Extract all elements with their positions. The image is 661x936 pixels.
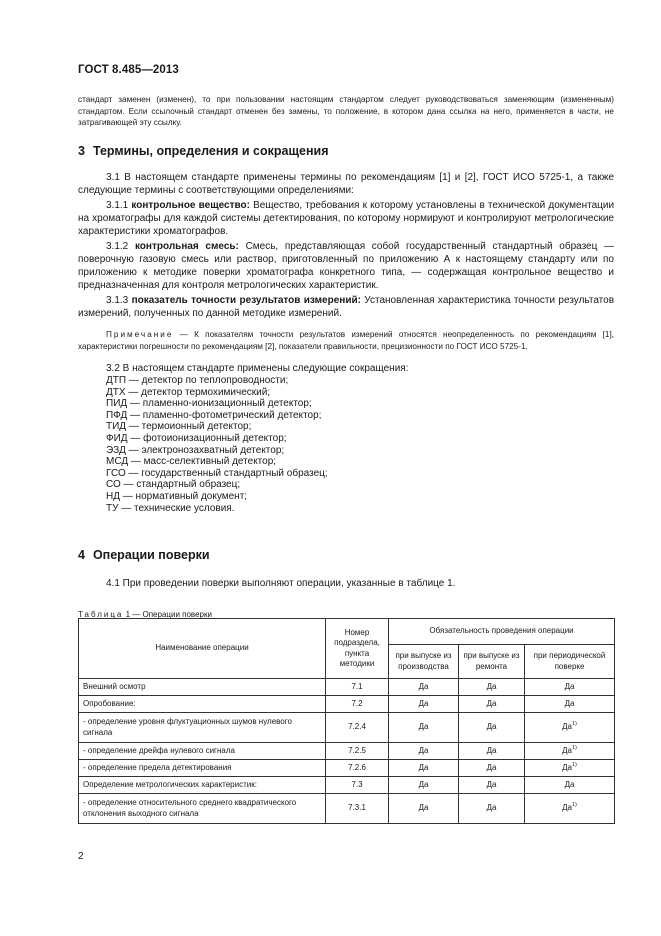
from-repair-cell (459, 743, 525, 760)
table-row (79, 777, 615, 794)
header-obligation: Обязательность проведения операции (389, 619, 615, 645)
footnote-marker: 1) (572, 802, 577, 809)
section-3-heading (78, 144, 614, 158)
from-repair-cell-text: Да (486, 779, 497, 789)
from-repair-cell-text: Да (486, 698, 497, 708)
from-production-cell-text: Да (418, 762, 429, 772)
term-3-1-3-number: 3.1.3 (106, 295, 129, 306)
header-periodic: при периодической поверке (525, 645, 615, 679)
section-number-cell-text: 7.2 (351, 698, 363, 708)
from-production-cell-text: Да (418, 698, 429, 708)
abbreviation-item: СО — стандартный образец; (106, 479, 241, 491)
abbreviation-item: ЭЗД — электронозахватный детектор; (106, 444, 285, 456)
periodic-cell (525, 777, 615, 794)
footnote-marker: 1) (572, 721, 577, 728)
from-production-cell (389, 777, 459, 794)
periodic-cell-text: Да (562, 762, 572, 772)
header-section-number: Номер подраздела, пункта методики (326, 619, 389, 679)
term-3-1-1-definition: Вещество, требования к которому установлены в технической документации на хроматографы для каждой системы детектирования, по которому нормируют и контролируют метрологические характеристики хроматографов. (78, 200, 615, 237)
from-production-cell (389, 679, 459, 696)
periodic-cell-text: Да (562, 722, 572, 732)
from-production-cell-text: Да (418, 722, 429, 732)
section-4-heading (78, 548, 614, 562)
periodic-cell (525, 743, 615, 760)
periodic-cell-text: Да (564, 779, 575, 789)
header-from-production: при выпуске из производства (389, 645, 459, 679)
intro-block (78, 94, 614, 129)
periodic-cell (525, 760, 615, 777)
note-3 (78, 329, 614, 352)
periodic-cell (525, 679, 615, 696)
table-caption-label: Таблица (78, 610, 124, 619)
operation-name-cell-text: - определение дрейфа нулевого сигнала (83, 745, 235, 755)
abbreviation-item: ТУ — технические условия. (106, 502, 235, 514)
from-repair-cell (459, 777, 525, 794)
from-production-cell (389, 696, 459, 713)
running-header: ГОСТ 8.485—2013 (78, 64, 179, 76)
operation-name-cell-text: - определение предела детектирования (83, 762, 232, 772)
from-repair-cell-text: Да (486, 745, 497, 755)
from-repair-cell-text: Да (486, 681, 497, 691)
term-3-1-2 (78, 240, 614, 292)
from-production-cell (389, 794, 459, 824)
abbreviation-item: ГСО — государственный стандартный образец; (106, 467, 328, 479)
operations-table-body (79, 679, 615, 824)
abbreviation-item: ДТП — детектор по теплопроводности; (106, 375, 289, 386)
periodic-cell-text: Да (562, 803, 572, 813)
table-row (79, 696, 615, 713)
section-3-body (78, 171, 614, 514)
page-number: 2 (78, 851, 84, 862)
from-repair-cell (459, 713, 525, 743)
abbreviation-item: ТИД — термоионный детектор; (106, 421, 252, 433)
from-repair-cell-text: Да (486, 722, 497, 732)
periodic-cell-text: Да (562, 745, 572, 755)
term-3-1-1 (78, 199, 614, 238)
from-production-cell-text: Да (418, 681, 429, 691)
operation-name-cell (79, 760, 326, 777)
from-repair-cell (459, 794, 525, 824)
from-repair-cell-text: Да (486, 803, 497, 813)
term-3-1-3-term: показатель точности результатов измерений: (131, 295, 361, 306)
section-number-cell (326, 696, 389, 713)
operation-name-cell-text: Определение метрологических характеристик: (83, 779, 257, 789)
para-3-1: 3.1 В настоящем стандарте применены термины по рекомендациям [1] и [2], ГОСТ ИСО 5725-1, а также следующие термины с соответствующими определениями: (78, 172, 614, 196)
para-4-1: 4.1 При проведении поверки выполняют операции, указанные в таблице 1. (106, 578, 456, 589)
operation-name-cell-text: - определение относительного среднего квадратического отклонения выходного сигнала (83, 798, 297, 818)
table-row (79, 743, 615, 760)
section-3-number: 3 (78, 144, 85, 158)
section-number-cell (326, 679, 389, 696)
abbreviation-item: ДТХ — детектор термохимический; (106, 386, 271, 398)
operation-name-cell (79, 696, 326, 713)
from-production-cell-text: Да (418, 745, 429, 755)
from-production-cell-text: Да (418, 779, 429, 789)
section-3-title: Термины, определения и сокращения (92, 144, 329, 158)
term-3-1-2-definition: Смесь, представляющая собой государственный стандартный образец — поверочную газовую смесь или раствор, приготовленный по приложению А к настоящему стандарту или по приложению к методике поверки хроматографа конкретного типа, — содержащая контрольное вещество и предназначенная для контроля метрологических характеристик. (78, 241, 615, 291)
section-number-cell (326, 794, 389, 824)
operation-name-cell-text: - определение уровня флуктуационных шумов нулевого сигнала (83, 717, 292, 737)
section-number-cell (326, 743, 389, 760)
periodic-cell (525, 713, 615, 743)
from-repair-cell (459, 696, 525, 713)
section-number-cell-text: 7.2.6 (348, 762, 366, 772)
from-production-cell-text: Да (418, 803, 429, 813)
table-row (79, 794, 615, 824)
periodic-cell (525, 794, 615, 824)
operation-name-cell-text: Опробование: (83, 698, 136, 708)
section-number-cell-text: 7.2.5 (348, 745, 366, 755)
footnote-marker: 1) (572, 744, 577, 751)
periodic-cell-text: Да (564, 681, 575, 691)
operation-name-cell (79, 777, 326, 794)
abbreviation-list (78, 375, 614, 514)
section-number-cell-text: 7.1 (351, 681, 363, 691)
from-repair-cell (459, 760, 525, 777)
footnote-marker: 1) (572, 761, 577, 768)
from-repair-cell-text: Да (486, 762, 497, 772)
intro-paragraph: стандарт заменен (изменен), то при пользовании настоящим стандартом следует руководствоваться заменяющим (измененным) стандартом. Если ссылочный стандарт отменен без замены, то положение, в котором дана ссылка на него, применяется в части, не затрагивающей эту ссылку. (78, 95, 614, 127)
table-row (79, 760, 615, 777)
abbreviation-item: ПФД — пламенно-фотометрический детектор; (106, 409, 322, 421)
abbreviation-item: МСД — масс-селективный детектор; (106, 456, 277, 468)
section-number-cell (326, 777, 389, 794)
para-3-2: 3.2 В настоящем стандарте применены следующие сокращения: (106, 363, 409, 374)
term-3-1-2-number: 3.1.2 (106, 241, 129, 252)
term-3-1-2-term: контрольная смесь: (134, 241, 239, 252)
periodic-cell-text: Да (564, 698, 575, 708)
operation-name-cell-text: Внешний осмотр (83, 681, 146, 691)
operation-name-cell (79, 679, 326, 696)
section-4-body (78, 577, 614, 590)
operation-name-cell (79, 794, 326, 824)
operation-name-cell (79, 743, 326, 760)
from-repair-cell (459, 679, 525, 696)
periodic-cell (525, 696, 615, 713)
section-number-cell-text: 7.2.4 (348, 722, 366, 732)
table-row (79, 713, 615, 743)
section-number-cell (326, 760, 389, 777)
from-production-cell (389, 743, 459, 760)
section-number-cell-text: 7.3 (351, 779, 363, 789)
abbreviation-item: НД — нормативный документ; (106, 490, 248, 502)
header-operation-name: Наименование операции (79, 619, 326, 679)
section-number-cell (326, 713, 389, 743)
from-production-cell (389, 760, 459, 777)
table-row (79, 679, 615, 696)
header-from-repair: при выпуске из ремонта (459, 645, 525, 679)
section-4-title: Операции поверки (92, 548, 210, 562)
term-3-1-3-definition: Установленная характеристика точности результатов измерений, полученных по данной методике измерений. (78, 295, 615, 319)
table-caption-text: 1 — Операции поверки (125, 610, 212, 619)
section-4-number: 4 (78, 548, 85, 562)
term-3-1-1-number: 3.1.1 (106, 200, 129, 211)
abbreviation-item: ФИД — фотоионизационный детектор; (106, 432, 287, 444)
term-3-1-1-term: контрольное вещество: (131, 200, 250, 211)
from-production-cell (389, 713, 459, 743)
note-text: — К показателям точности результатов измерений относятся неопределенность по рекомендациям [1], характеристики погрешности по рекомендациям [2], показатели правильности, прецизионности по ГОСТ ИСО 5725-1. (78, 330, 614, 351)
abbreviation-item: ПИД — пламенно-ионизационный детектор; (106, 398, 312, 410)
note-label: Примечание (106, 330, 174, 339)
section-number-cell-text: 7.3.1 (348, 803, 366, 813)
operation-name-cell (79, 713, 326, 743)
operations-table (78, 618, 615, 824)
term-3-1-3 (78, 294, 614, 320)
